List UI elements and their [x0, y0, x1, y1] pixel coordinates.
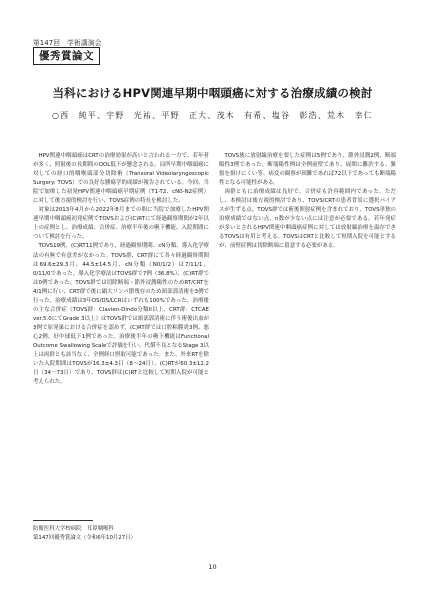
- footnote-divider: [33, 520, 93, 521]
- right-column: [219, 152, 396, 252]
- footnote-affiliation: 防衛医科大学校病院 耳鼻咽喉科: [33, 526, 114, 532]
- author-list: ○西 純平、宇野 光祐、平野 正大、茂木 有希、塩谷 彰浩、荒木 幸仁: [52, 111, 373, 120]
- footnote-citation: 第147回優秀賞論文（令和6年10月27日）: [33, 534, 136, 541]
- left-column: [33, 152, 209, 387]
- paper-title: 当科におけるHPV関連早期中咽頭癌に対する治療成績の検討: [52, 86, 373, 100]
- paragraph-results: TOVS19例、(C)RT11例であり、経過観察期間、cN分類、導入化学療法の有無で有意差がなかった。TOVS群、CRT群にて各々経過観察期間は69.6±29.3月、44.5±14.5月、cN分類（N0/1/2）は7/11/1、0/11/0であった。導入化学療法はTOVS群で7例（36.8%）、(C)RT群では0例であった。TOVS群では切除断端・節外浸潤陽性のためRT/CRTを4/1例に行い、CRT群で後に顕大リンパ節残存のため頸部郭清術を3例で行った。治療成績は3年OS/DS/LCRはいずれも100%であった。治療後の主な合併症（TOVS群：Clavien-Dindo分類II以上、CRT群：CTCAE ver.5.0にてGrade 3以上）はTOVS群では頸部郭清術に伴う術後出血が3例で原発巣における合併症を認めず、(C)RT群では口腔粘膜炎3例、悪心2例、好中球低下1例であった。治療後半年の嚥下機能はFunctional Outcome Swallowing Scaleで評価を行い、代償不良となるStage 3以上は両群とも該当なく、全例経口摂取可能であった。また、外来RTを除いた入院期間はTOVSが16.3±4.3日（8〜24日）、(C)RTが60.3±12.2日（34〜73日）であり、TOVS群は(C)RTと比較して短期入院が可能と考えられた。: [33, 243, 209, 386]
- meeting-label: 第147回 学術講演会: [33, 39, 102, 47]
- award-badge: 優秀賞論文: [33, 47, 100, 65]
- paragraph-results-cont: TOVS後に放射線治療を要した症例は5例であり、節外浸潤2例、断端陽性3例であった。断端陽性例は全例前壁であり、展開に難渋する、緊張を掛けにくい等、病変の観察が困難であれば72以下であっても断端陽性となる可能性がある。: [219, 153, 396, 187]
- page-number: 10: [208, 563, 217, 571]
- paragraph-background: HPV関連中咽頭癌はCRTの治療効果が高いと言われる一方で、若年者が多く、照射後の長期間のQOL低下が懸念される。局所早期中咽頭癌に対しての経口的咽喉頭部分切除術（Transoral Videolaryngoscopic Surgery: TOVS）での良好な腫瘍学的成績が報告されている。今回、当院で加療した初発HPV関連中咽頭癌早期症例（T1-T2、cN0-N2症例）に対して後方視的検討を行い、TOVS症例の特長を検討した。: [33, 153, 209, 205]
- footnote: [33, 525, 136, 542]
- paragraph-methods: 対象は2013年4月から2022年8月までの間に当院で加療したHPV関連早期中咽頭癌初発症例でTOVSおよび(C)RTにて経過観察期間が2年以上の症例とし、治療成績、合併症、治療半年後の嚥下機能、入院期間について検討を行った。: [33, 207, 209, 241]
- paragraph-conclusion: 両群ともに治療成績は良好で、合併症も許容範囲内であった。ただし、本検討は後方視的検討であり、TOVS/CRTの患者背景に選択バイアスが生ずる点、TOVS群では術後照射症例を含まれており、TOVS単独の治療成績ではない点、n数が少ない点には注意が必要である。若年発症が多いとされるHPV関連中咽頭癌症例に対しては放射線治療を温存できるTOVSは有用と考える。TOVSはCRTと比較して短期入院を可能とするが、前壁症例は切除断端に留意する必要がある。: [219, 189, 396, 250]
